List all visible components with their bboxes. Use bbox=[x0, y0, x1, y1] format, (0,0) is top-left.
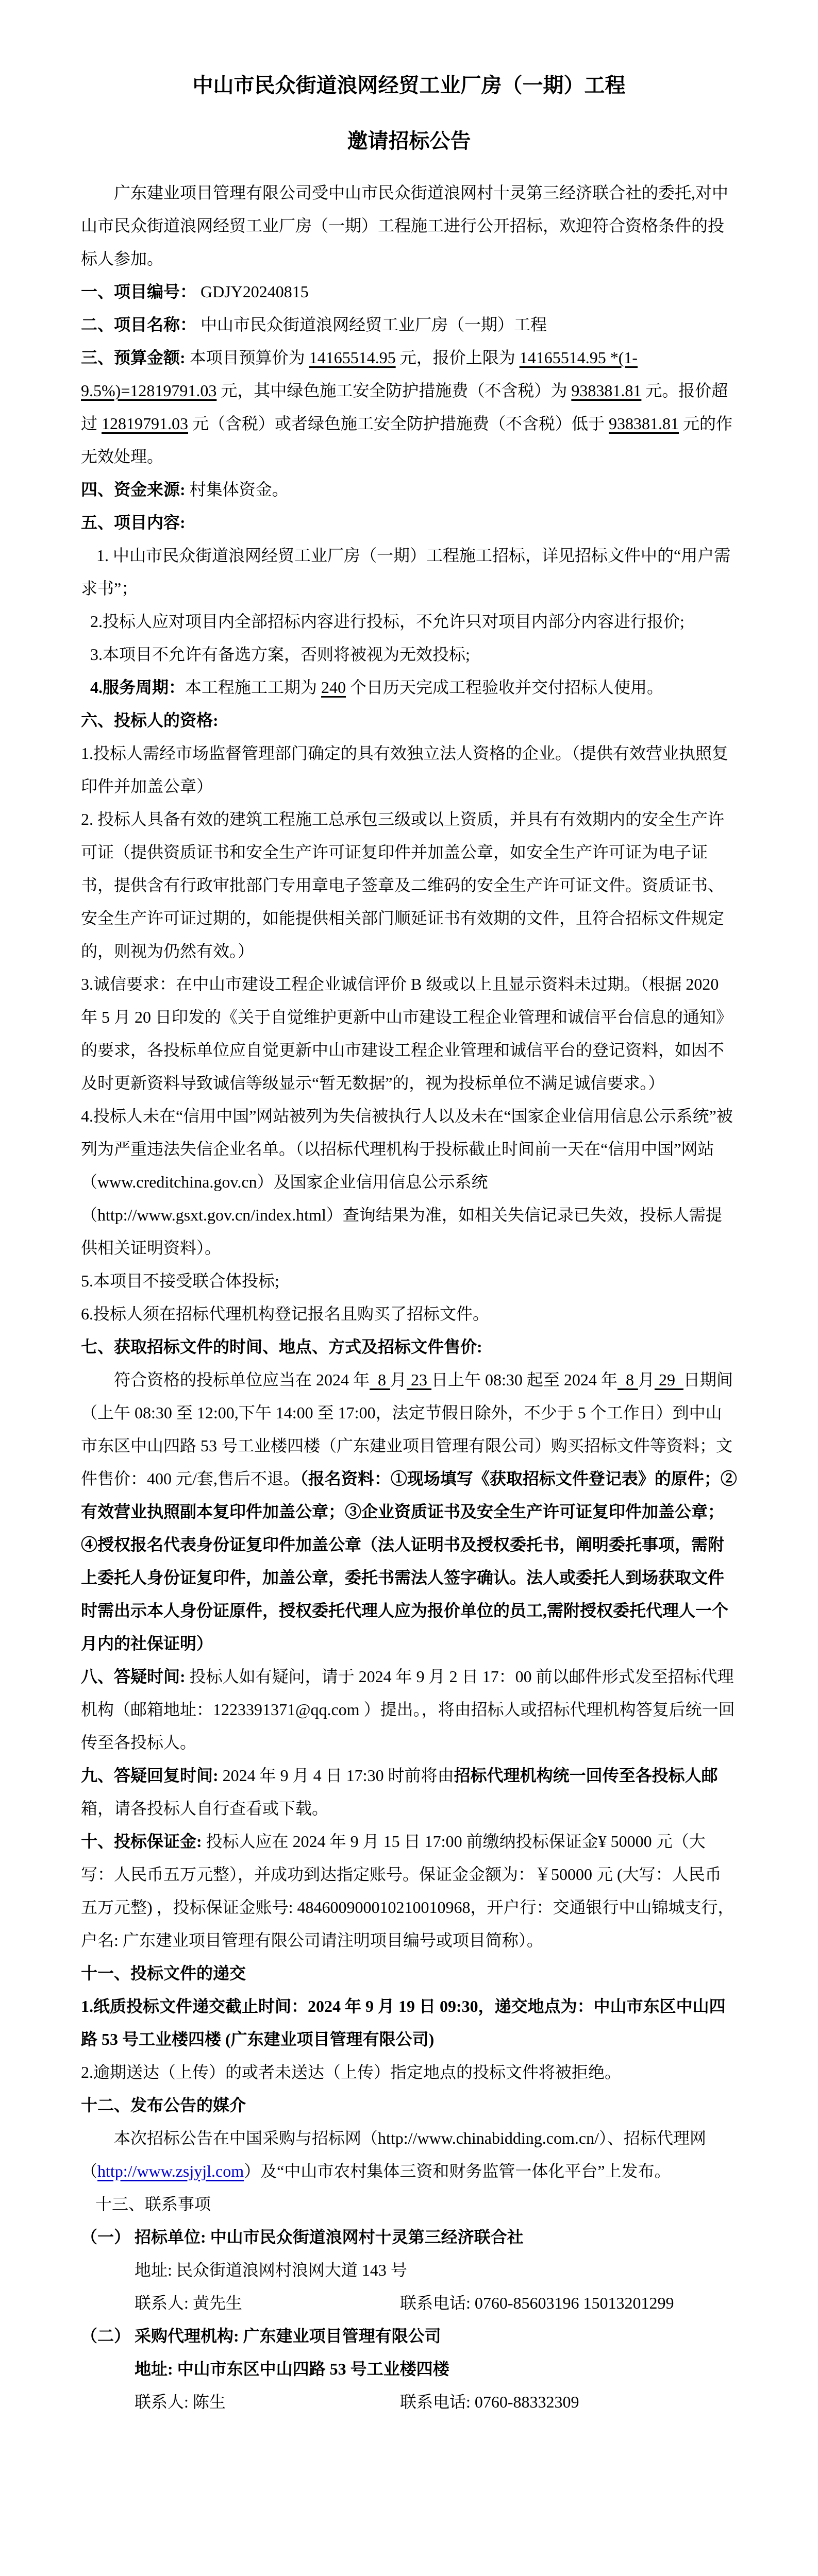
obtain-documents-para-run: 日上午 08:30 起至 2024 年 bbox=[431, 1370, 617, 1389]
heading-budget-run: 元，报价上限为 bbox=[395, 348, 520, 367]
heading-budget-run: 元。报价超过 bbox=[81, 381, 728, 433]
heading-question-time-run: 投标人如有疑问，请于 2024 年 9 月 2 日 17：00 前以邮件形式发至招标代理机构（邮箱地址：1223391371@qq.com ）提出。，将由招标人或招标代理机构答复后统一回传至各投标人。 bbox=[81, 1667, 735, 1752]
announcement-media-para bbox=[81, 2122, 737, 2188]
contact-agency bbox=[81, 2319, 737, 2352]
heading-obtain-documents bbox=[81, 1330, 737, 1363]
contact-tenderer-run: （一） 招标单位: 中山市民众街道浪网村十灵第三经济联合社 bbox=[81, 2228, 524, 2246]
announcement-media-para-run: 本次招标公告在中国采购与招标网（http://www.chinabidding.com.cn/）、招标代理网（ bbox=[81, 2129, 706, 2180]
obtain-documents-para-run: 8 bbox=[370, 1370, 391, 1389]
obtain-documents-para-run: 符合资格的投标单位应当在 2024 年 bbox=[114, 1370, 370, 1389]
tenderer-contact-run: 联系电话: 0760-85603196 15013201299 bbox=[400, 2294, 674, 2312]
qualification-item-6-run: 6.投标人须在招标代理机构登记报名且购买了招标文件。 bbox=[81, 1304, 490, 1323]
qualification-item-5-run: 5.本项目不接受联合体投标; bbox=[81, 1272, 279, 1290]
qualification-item-5 bbox=[81, 1264, 737, 1297]
heading-budget-run: 12819791.03 bbox=[102, 414, 189, 433]
heading-project-content bbox=[81, 506, 737, 539]
heading-funds-source-run: 村集体资金。 bbox=[185, 480, 289, 499]
contact-tenderer bbox=[81, 2221, 737, 2253]
obtain-documents-para-run: 29 bbox=[654, 1370, 683, 1389]
heading-project-number-run: 一、项目编号： bbox=[81, 282, 197, 301]
document-title-line2: 邀请招标公告 bbox=[347, 129, 471, 152]
heading-budget-run: 元的作无效处理。 bbox=[81, 414, 733, 466]
submission-item-2 bbox=[81, 2056, 737, 2089]
document-title-block bbox=[81, 58, 737, 169]
qualification-item-3-run: 3.诚信要求：在中山市建设工程企业诚信评价 B 级或以上且显示资料未过期。（根据 2020 年 5 月 20 日印发的《关于自觉维护更新中山市建设工程企业管理和诚信平台信息的通知》的要求，各投标单位应自觉更新中山市建设工程企业管理和诚信平台的登记资料，如因不及时更新资料导致诚信等级显示“暂无数据”的，视为投标单位不满足诚信要求。） bbox=[81, 975, 733, 1092]
para-intro bbox=[81, 176, 737, 275]
heading-contact-matters bbox=[81, 2188, 737, 2221]
agency-contact bbox=[81, 2385, 737, 2418]
submission-item-1 bbox=[81, 1990, 737, 2056]
heading-budget-run: 元，其中绿色施工安全防护措施费（不含税）为 bbox=[216, 381, 572, 400]
heading-budget-run: 本项目预算价为 bbox=[185, 348, 309, 367]
heading-answer-time bbox=[81, 1759, 737, 1825]
qualification-item-3 bbox=[81, 968, 737, 1099]
heading-answer-time-run: 九、答疑回复时间: bbox=[81, 1766, 219, 1785]
heading-funds-source-run: 四、资金来源: bbox=[81, 480, 186, 499]
document-title-line1: 中山市民众街道浪网经贸工业厂房（一期）工程 bbox=[192, 74, 626, 97]
tenderer-contact-run: 联系人: 黄先生 bbox=[135, 2294, 242, 2312]
qualification-item-4-run: 4.投标人未在“信用中国”网站被列为失信被执行人以及未在“国家企业信用信息公示系统”被列为严重违法失信企业名单。（以招标代理机构于投标截止时间前一天在“信用中国”网站（www.creditchina.gov.cn）及国家企业信用信息公示系统（http://www.gsxt.gov.cn/index.html）查询结果为准，如相关失信记录已失效，投标人需提供相关证明资料）。 bbox=[81, 1107, 733, 1257]
content-item-4-run: 4.服务周期： bbox=[90, 678, 186, 697]
heading-bid-deposit-run: 投标人应在 2024 年 9 月 15 日 17:00 前缴纳投标保证金¥ 50000 元（大写：人民币五万元整），并成功到达指定账号。保证金金额为：￥50000 元 (大写：人民币五万元整) ，投标保证金账号: 484600900010210010968，开户行：交通银行中山锦城支行，户名: 广东建业项目管理有限公司请注明项目编号或项目简称）。 bbox=[81, 1832, 734, 1950]
heading-project-name-run: 中山市民众街道浪网经贸工业厂房（一期）工程 bbox=[196, 315, 547, 334]
heading-bidder-qualification-run: 六、投标人的资格: bbox=[81, 711, 219, 730]
qualification-item-4 bbox=[81, 1099, 737, 1264]
heading-project-number-run: GDJY20240815 bbox=[196, 282, 309, 301]
announcement-media-para-run: ）及“中山市农村集体三资和财务监管一体化平台”上发布。 bbox=[244, 2162, 671, 2180]
obtain-documents-para bbox=[81, 1363, 737, 1660]
submission-item-1-run: 1.纸质投标文件递交截止时间：2024 年 9 月 19 日 09:30，递交地点为：中山市东区中山四路 53 号工业楼四楼 (广东建业项目管理有限公司) bbox=[81, 1997, 726, 2048]
content-item-3-run: 3.本项目不允许有备选方案，否则将被视为无效投标; bbox=[90, 645, 470, 664]
content-item-3 bbox=[81, 638, 737, 671]
contact-agency-run: （二） 采购代理机构: 广东建业项目管理有限公司 bbox=[81, 2327, 441, 2345]
content-item-4-run: 240 bbox=[321, 678, 346, 697]
obtain-documents-para-run: （报名资料：①现场填写《获取招标文件登记表》的原件；②有效营业执照副本复印件加盖公章；③企业资质证书及安全生产许可证复印件加盖公章；④授权报名代表身份证复印件加盖公章（法人证明书及授权委托书，阐明委托事项，需附上委托人身份证复印件，加盖公章，委托书需法人签字确认。法人或委托人到场获取文件时需出示本人身份证原件，授权委托代理人应为报价单位的员工,需附授权委托代理人一个月内的社保证明） bbox=[81, 1469, 737, 1653]
qualification-item-2 bbox=[81, 803, 737, 968]
qualification-item-2-run: 2. 投标人具备有效的建筑工程施工总承包三级或以上资质，并具有有效期内的安全生产许可证（提供资质证书和安全生产许可证复印件并加盖公章，如安全生产许可证为电子证书，提供含有行政审批部门专用章电子签章及二维码的安全生产许可证文件。资质证书、安全生产许可证过期的，如能提供相关部门顺延证书有效期的文件，且符合招标文件规定的，则视为仍然有效。） bbox=[81, 810, 725, 960]
content-item-2-run: 2.投标人应对项目内全部招标内容进行投标，不允许只对项目内部分内容进行报价; bbox=[90, 612, 685, 631]
agency-address-run: 地址: 中山市东区中山四路 53 号工业楼四楼 bbox=[135, 2360, 449, 2378]
agency-contact-run: 联系电话: 0760-88332309 bbox=[400, 2393, 579, 2411]
para-intro-run: 广东建业项目管理有限公司受中山市民众街道浪网村十灵第三经济联合社的委托,对中山市民众街道浪网经贸工业厂房（一期）工程施工进行公开招标，欢迎符合资格条件的投标人参加。 bbox=[81, 183, 729, 268]
heading-question-time-run: 八、答疑时间: bbox=[81, 1667, 186, 1686]
heading-budget-run: 14165514.95 *(1-9.5%)=12819791.03 bbox=[81, 348, 638, 400]
heading-bid-deposit bbox=[81, 1825, 737, 1957]
document-body bbox=[81, 176, 737, 2576]
content-item-4 bbox=[81, 671, 737, 704]
heading-budget-run: 938381.81 bbox=[571, 381, 642, 400]
content-item-1-run: 1. 中山市民众街道浪网经贸工业厂房（一期）工程施工招标，详见招标文件中的“用户需求书”； bbox=[81, 546, 731, 598]
heading-project-content-run: 五、项目内容: bbox=[81, 513, 186, 532]
heading-budget-run: 14165514.95 bbox=[309, 348, 396, 367]
tenderer-address bbox=[81, 2253, 737, 2286]
obtain-documents-para-run: 月 bbox=[638, 1370, 655, 1389]
qualification-item-1-run: 1.投标人需经市场监督管理部门确定的具有效独立法人资格的企业。（提供有效营业执照复印件并加盖公章） bbox=[81, 744, 729, 795]
qualification-item-1 bbox=[81, 737, 737, 803]
obtain-documents-para-run: 23 bbox=[407, 1370, 432, 1389]
agency-address bbox=[81, 2352, 737, 2385]
agency-contact-run: 联系人: 陈生 bbox=[135, 2393, 226, 2411]
heading-bid-deposit-run: 十、投标保证金: bbox=[81, 1832, 202, 1851]
heading-announcement-media-run: 十二、发布公告的媒介 bbox=[81, 2096, 246, 2114]
heading-bid-submission bbox=[81, 1957, 737, 1990]
qualification-item-6 bbox=[81, 1297, 737, 1330]
heading-answer-time-run: 招标代理机构统一回传至各投标人邮 bbox=[454, 1766, 718, 1785]
obtain-documents-para-run: 日期间（上午 08:30 至 12:00,下午 14:00 至 17:00，法定节假日除外，不少于 5 个工作日）到中山市东区中山四路 53 号工业楼四楼（广东建业项目管理有限公司）购买招标文件等资料；文件售价：400 元/套,售后不退。 bbox=[81, 1370, 733, 1488]
content-item-4-run: 个日历天完成工程验收并交付招标人使用。 bbox=[346, 678, 664, 697]
content-item-1 bbox=[81, 539, 737, 605]
heading-bidder-qualification bbox=[81, 704, 737, 737]
content-item-2 bbox=[81, 605, 737, 638]
tenderer-contact bbox=[81, 2286, 737, 2319]
heading-bid-submission-run: 十一、投标文件的递交 bbox=[81, 1964, 246, 1982]
heading-obtain-documents-run: 七、获取招标文件的时间、地点、方式及招标文件售价: bbox=[81, 1337, 482, 1356]
heading-budget-run: 元（含税）或者绿色施工安全防护措施费（不含税）低于 bbox=[188, 414, 609, 433]
link-zsjyjl[interactable]: http://www.zsjyjl.com bbox=[97, 2162, 244, 2180]
heading-budget bbox=[81, 341, 737, 473]
heading-contact-matters-run: 十三、联系事项 bbox=[95, 2195, 211, 2213]
heading-funds-source bbox=[81, 473, 737, 506]
submission-item-2-run: 2.逾期送达（上传）的或者未送达（上传）指定地点的投标文件将被拒绝。 bbox=[81, 2063, 622, 2081]
heading-project-number bbox=[81, 275, 737, 308]
tenderer-address-run: 地址: 民众街道浪网村浪网大道 143 号 bbox=[135, 2261, 407, 2279]
heading-budget-run: 三、预算金额: bbox=[81, 348, 186, 367]
heading-budget-run: 938381.81 bbox=[609, 414, 679, 433]
heading-project-name bbox=[81, 308, 737, 341]
heading-answer-time-run: 箱，请各投标人自行查看或下载。 bbox=[81, 1799, 329, 1818]
heading-announcement-media bbox=[81, 2089, 737, 2122]
obtain-documents-para-run: 月 bbox=[390, 1370, 407, 1389]
content-item-4-run: 本工程施工工期为 bbox=[185, 678, 322, 697]
obtain-documents-para-run: 8 bbox=[617, 1370, 638, 1389]
heading-question-time bbox=[81, 1660, 737, 1759]
heading-project-name-run: 二、项目名称： bbox=[81, 315, 197, 334]
heading-answer-time-run: 2024 年 9 月 4 日 17:30 时前将由 bbox=[218, 1766, 454, 1785]
